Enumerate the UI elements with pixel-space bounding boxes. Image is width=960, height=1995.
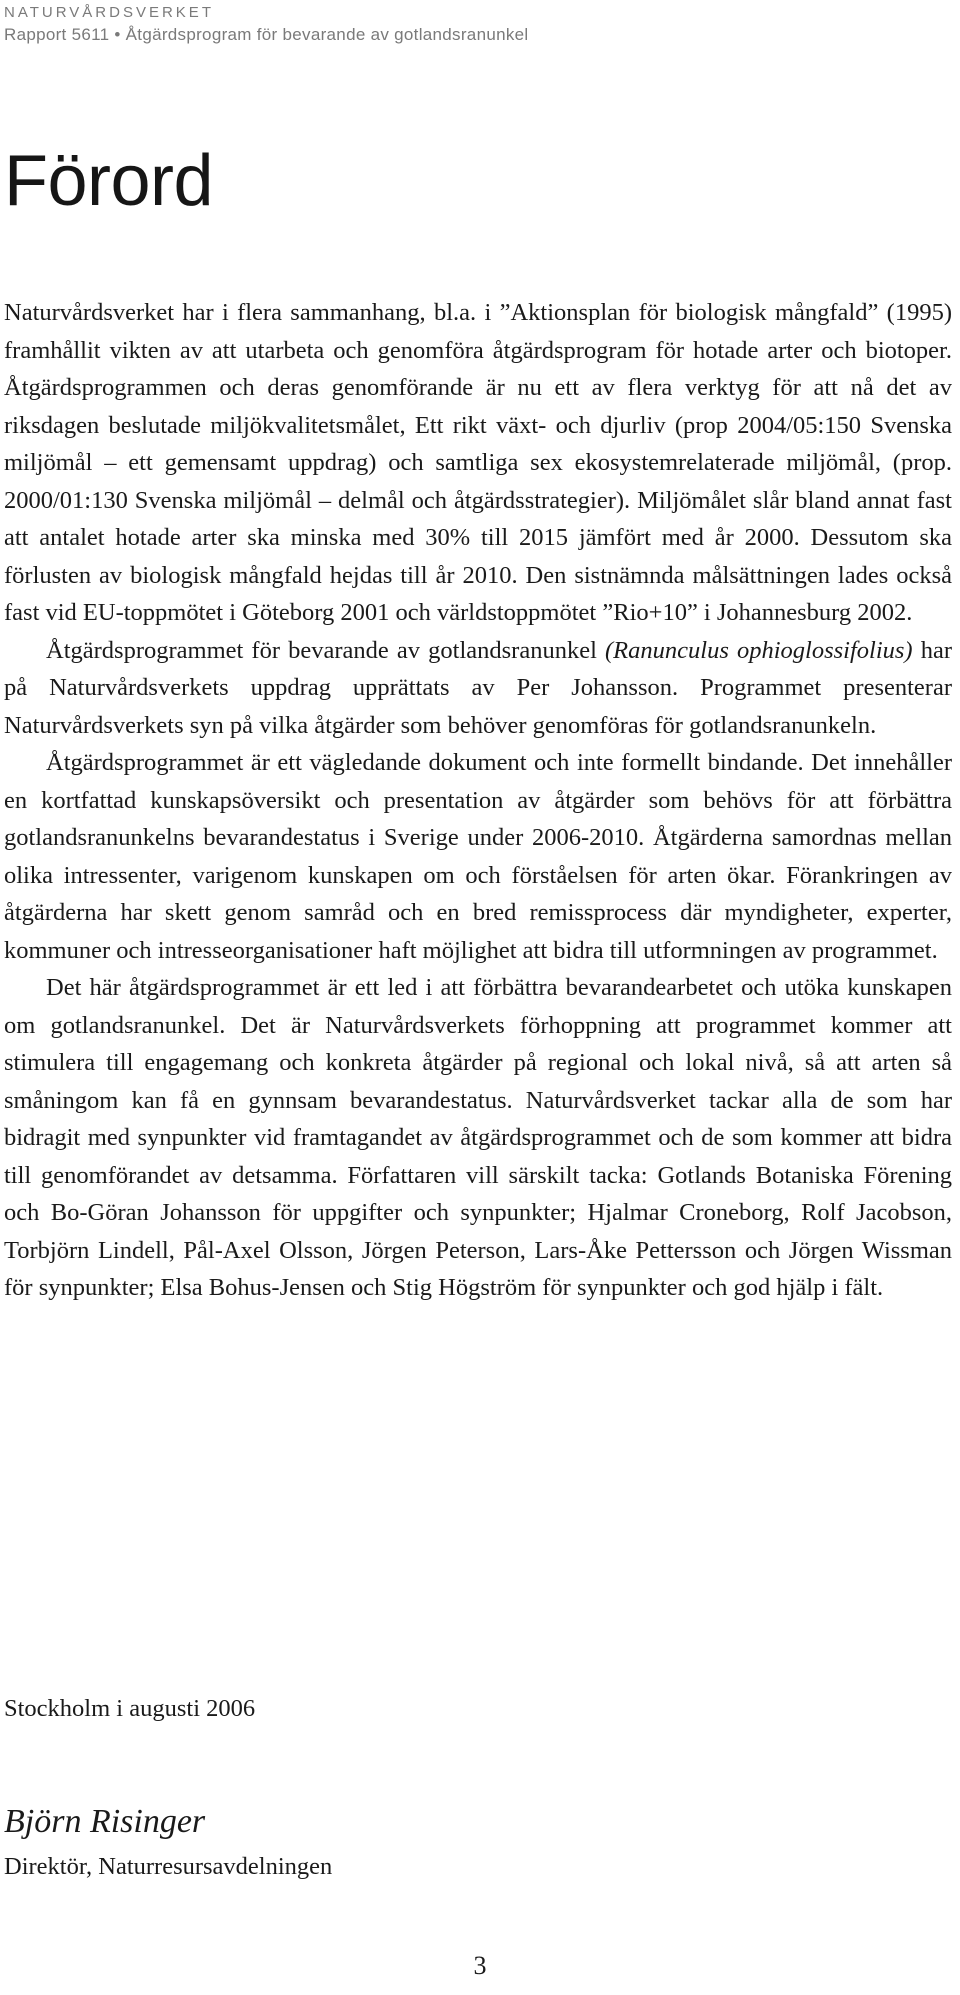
paragraph-1: Naturvårdsverket har i flera sammanhang, bl.a. i ”Aktionsplan för biologisk mångfald” (1995) framhållit vikten av att utarbeta och genomföra åtgärdsprogram för hotade arter och biotoper. Åtgärdsprogrammen och deras genomförande är nu ett av flera verktyg för att nå det av riksdagen beslutade miljökvalitetsmålet, Ett rikt växt- och djurliv (prop 2004/05:150 Svenska miljömål – ett gemensamt uppdrag) och samtliga sex ekosystemrelaterade miljömål, (prop. 2000/01:130 Svenska miljömål – delmål och åtgärdsstrategier). Miljömålet slår bland annat fast att antalet hotade arter ska minska med 30% till 2015 jämfört med år 2000. Dessutom ska förlusten av biologisk mångfald hejdas till år 2010. Den sistnämnda målsättningen lades också fast vid EU-toppmötet i Göteborg 2001 och världstoppmötet ”Rio+10” i Johannesburg 2002. [4, 299, 952, 626]
header-report-line: Rapport 5611 • Åtgärdsprogram för bevarande av gotlandsranunkel [4, 25, 529, 44]
paragraph-2-intro: Åtgärdsprogrammet för bevarande av gotlandsranunkel [46, 636, 606, 664]
paragraph-2 [4, 632, 952, 745]
signature-name: Björn Risinger [4, 1803, 206, 1840]
place-and-date: Stockholm i augusti 2006 [4, 1695, 256, 1722]
paragraph-4: Det här åtgärdsprogrammet är ett led i att förbättra bevarandearbetet och utöka kunskapen om gotlandsranunkel. Det är Naturvårdsverkets förhoppning att programmet kommer att stimulera till engagemang och konkreta åtgärder på regional och lokal nivå, så att arten så småningom kan få en gynnsam bevarandestatus. Naturvårdsverket tackar alla de som har bidragit med synpunkter vid framtagandet av åtgärdsprogrammet och de som kommer att bidra till genomförandet av detsamma. Författaren vill särskilt tacka: Gotlands Botaniska Förening och Bo-Göran Johansson för uppgifter och synpunkter; Hjalmar Croneborg, Rolf Jacobson, Torbjörn Lindell, Pål-Axel Olsson, Jörgen Peterson, Lars-Åke Pettersson och Jörgen Wissman för synpunkter; Elsa Bohus-Jensen och Stig Högström för synpunkter och god hjälp i fält. [4, 974, 952, 1301]
page-title: Förord [4, 141, 214, 221]
paragraph-3: Åtgärdsprogrammet är ett vägledande dokument och inte formellt bindande. Det innehåller en kortfattad kunskapsöversikt och presentation av åtgärder som behövs för att förbättra gotlandsranunkelns bevarandestatus i Sverige under 2006-2010. Åtgärderna samordnas mellan olika intressenter, varigenom kunskapen om och förståelsen för arten ökar. Förankringen av åtgärderna har skett genom samråd och en bred remissprocess där myndigheter, experter, kommuner och intresseorganisationer haft möjlighet att bidra till utformningen av programmet. [4, 749, 952, 964]
signatory-role: Direktör, Naturresursavdelningen [4, 1853, 333, 1880]
foreword-body [4, 294, 952, 1307]
latin-species-name: (Ranunculus ophioglossifolius) [605, 636, 913, 664]
page-number: 3 [473, 1951, 487, 1980]
running-header [4, 2, 528, 46]
paragraph-2-rest: har på Naturvårdsverkets uppdrag upprättats av Per Johansson. Programmet presenterar Naturvårdsverkets syn på vilka åtgärder som behöver genomföras för gotlandsranunkeln. [4, 636, 952, 739]
header-organization: NATURVÅRDSVERKET [4, 4, 214, 21]
